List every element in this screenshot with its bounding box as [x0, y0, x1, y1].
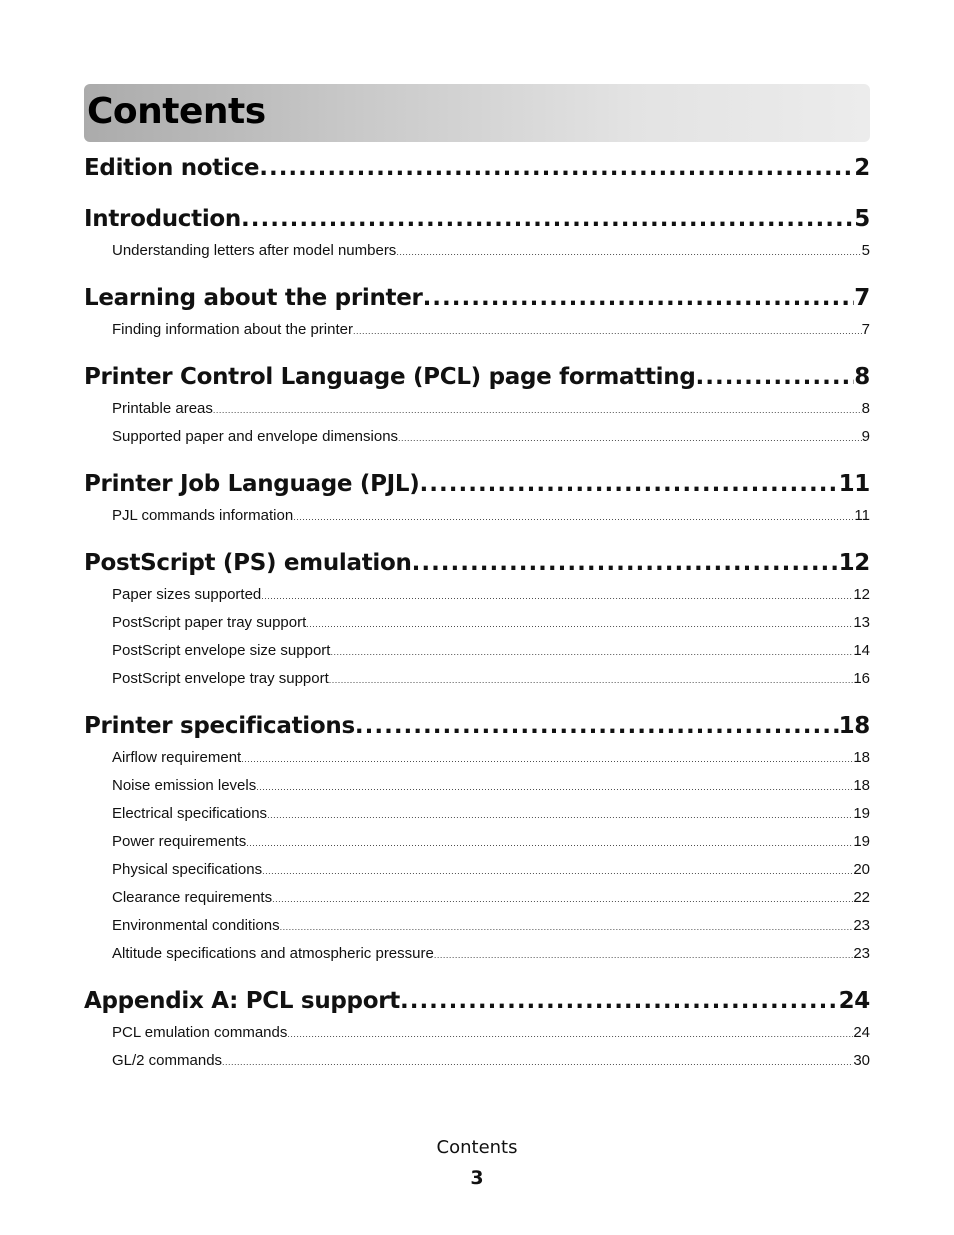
section-page-number: 19: [853, 805, 870, 822]
toc-section-entry[interactable]: [84, 637, 870, 665]
section-page-number: 12: [853, 586, 870, 603]
section-page-number: 14: [853, 642, 870, 659]
chapter-title: Learning about the printer: [84, 285, 423, 311]
chapter-title: Printer Job Language (PJL): [84, 471, 420, 497]
section-page-number: 23: [853, 917, 870, 934]
dot-leader: [420, 466, 839, 502]
section-title: Clearance requirements: [112, 889, 273, 906]
toc-chapter: [84, 201, 870, 265]
toc-chapter: [84, 280, 870, 344]
toc-chapter: [84, 545, 870, 693]
section-page-number: 11: [854, 507, 870, 524]
section-title: Paper sizes supported: [112, 586, 262, 603]
toc-chapter: [84, 983, 870, 1075]
footer-page-number: 3: [470, 1167, 484, 1189]
dot-leader: [246, 829, 853, 857]
toc-section-entry[interactable]: [84, 237, 870, 265]
chapter-page-number: 11: [838, 471, 870, 497]
section-page-number: 18: [853, 777, 870, 794]
section-page-number: 16: [853, 670, 870, 687]
toc-section-entry[interactable]: [84, 609, 870, 637]
section-title: PCL emulation commands: [112, 1024, 288, 1041]
section-title: Printable areas: [112, 400, 213, 417]
table-of-contents: [84, 150, 870, 1090]
chapter-page-number: 8: [854, 364, 870, 390]
dot-leader: [287, 1020, 853, 1048]
dot-leader: [306, 610, 853, 638]
toc-chapter: [84, 359, 870, 451]
toc-section-entry[interactable]: [84, 856, 870, 884]
dot-leader: [241, 745, 853, 773]
chapter-page-number: 5: [854, 206, 870, 232]
toc-section-entry[interactable]: [84, 744, 870, 772]
chapter-title: Appendix A: PCL support: [84, 988, 400, 1014]
dot-leader: [293, 503, 854, 531]
section-page-number: 22: [853, 889, 870, 906]
toc-chapter-entry[interactable]: [84, 201, 870, 237]
dot-leader: [355, 708, 839, 744]
dot-leader: [262, 857, 853, 885]
section-page-number: 9: [861, 428, 870, 445]
section-title: Airflow requirement: [112, 749, 242, 766]
chapter-page-number: 18: [838, 713, 870, 739]
toc-section-entry[interactable]: [84, 502, 870, 530]
chapter-page-number: 7: [854, 285, 870, 311]
dot-leader: [261, 582, 853, 610]
toc-section-entry[interactable]: [84, 1047, 870, 1075]
dot-leader: [272, 885, 853, 913]
section-page-number: 20: [853, 861, 870, 878]
section-title: Understanding letters after model numbers: [112, 242, 397, 259]
toc-chapter-entry[interactable]: [84, 708, 870, 744]
toc-chapter: [84, 466, 870, 530]
chapter-title: Introduction: [84, 206, 241, 232]
dot-leader: [396, 238, 861, 266]
dot-leader: [222, 1048, 853, 1076]
section-page-number: 7: [861, 321, 870, 338]
toc-chapter-entry[interactable]: [84, 983, 870, 1019]
toc-chapter-entry[interactable]: [84, 545, 870, 581]
toc-section-entry[interactable]: [84, 828, 870, 856]
dot-leader: [330, 638, 853, 666]
section-title: PostScript envelope size support: [112, 642, 331, 659]
section-page-number: 19: [853, 833, 870, 850]
dot-leader: [267, 801, 853, 829]
toc-chapter-entry[interactable]: [84, 280, 870, 316]
toc-chapter-entry[interactable]: [84, 150, 870, 186]
toc-section-entry[interactable]: [84, 316, 870, 344]
chapter-title: Printer specifications: [84, 713, 355, 739]
dot-leader: [329, 666, 854, 694]
dot-leader: [412, 545, 839, 581]
toc-section-entry[interactable]: [84, 800, 870, 828]
dot-leader: [256, 773, 853, 801]
toc-section-entry[interactable]: [84, 395, 870, 423]
dot-leader: [280, 913, 854, 941]
footer-label: Contents: [436, 1137, 518, 1158]
section-page-number: 18: [853, 749, 870, 766]
chapter-title: Edition notice: [84, 155, 260, 181]
toc-chapter-entry[interactable]: [84, 466, 870, 502]
dot-leader: [353, 317, 862, 345]
section-title: Environmental conditions: [112, 917, 280, 934]
toc-section-entry[interactable]: [84, 772, 870, 800]
dot-leader: [398, 424, 862, 452]
chapter-title: Printer Control Language (PCL) page formatting: [84, 364, 696, 390]
section-title: Altitude specifications and atmospheric pressure: [112, 945, 434, 962]
section-page-number: 5: [861, 242, 870, 259]
dot-leader: [696, 359, 855, 395]
chapter-page-number: 24: [838, 988, 870, 1014]
dot-leader: [400, 983, 839, 1019]
section-title: Physical specifications: [112, 861, 263, 878]
section-page-number: 23: [853, 945, 870, 962]
toc-section-entry[interactable]: [84, 912, 870, 940]
dot-leader: [213, 396, 862, 424]
chapter-title: PostScript (PS) emulation: [84, 550, 412, 576]
section-page-number: 30: [853, 1052, 870, 1069]
toc-section-entry[interactable]: [84, 1019, 870, 1047]
page-title: Contents: [87, 91, 266, 132]
section-title: Supported paper and envelope dimensions: [112, 428, 399, 445]
contents-title-bar: [84, 84, 870, 142]
section-page-number: 8: [861, 400, 870, 417]
toc-section-entry[interactable]: [84, 581, 870, 609]
dot-leader: [241, 201, 854, 237]
section-title: Noise emission levels: [112, 777, 257, 794]
dot-leader: [259, 150, 854, 186]
chapter-page-number: 2: [854, 155, 870, 181]
toc-section-entry[interactable]: [84, 884, 870, 912]
toc-chapter: [84, 150, 870, 186]
toc-section-entry[interactable]: [84, 665, 870, 693]
section-title: PostScript paper tray support: [112, 614, 307, 631]
section-title: PJL commands information: [112, 507, 294, 524]
section-page-number: 24: [853, 1024, 870, 1041]
section-title: PostScript envelope tray support: [112, 670, 329, 687]
section-title: Finding information about the printer: [112, 321, 353, 338]
chapter-page-number: 12: [838, 550, 870, 576]
toc-section-entry[interactable]: [84, 423, 870, 451]
section-title: GL/2 commands: [112, 1052, 223, 1069]
dot-leader: [434, 941, 853, 969]
section-page-number: 13: [853, 614, 870, 631]
dot-leader: [423, 280, 855, 316]
toc-chapter: [84, 708, 870, 968]
section-title: Power requirements: [112, 833, 247, 850]
toc-chapter-entry[interactable]: [84, 359, 870, 395]
section-title: Electrical specifications: [112, 805, 268, 822]
toc-section-entry[interactable]: [84, 940, 870, 968]
